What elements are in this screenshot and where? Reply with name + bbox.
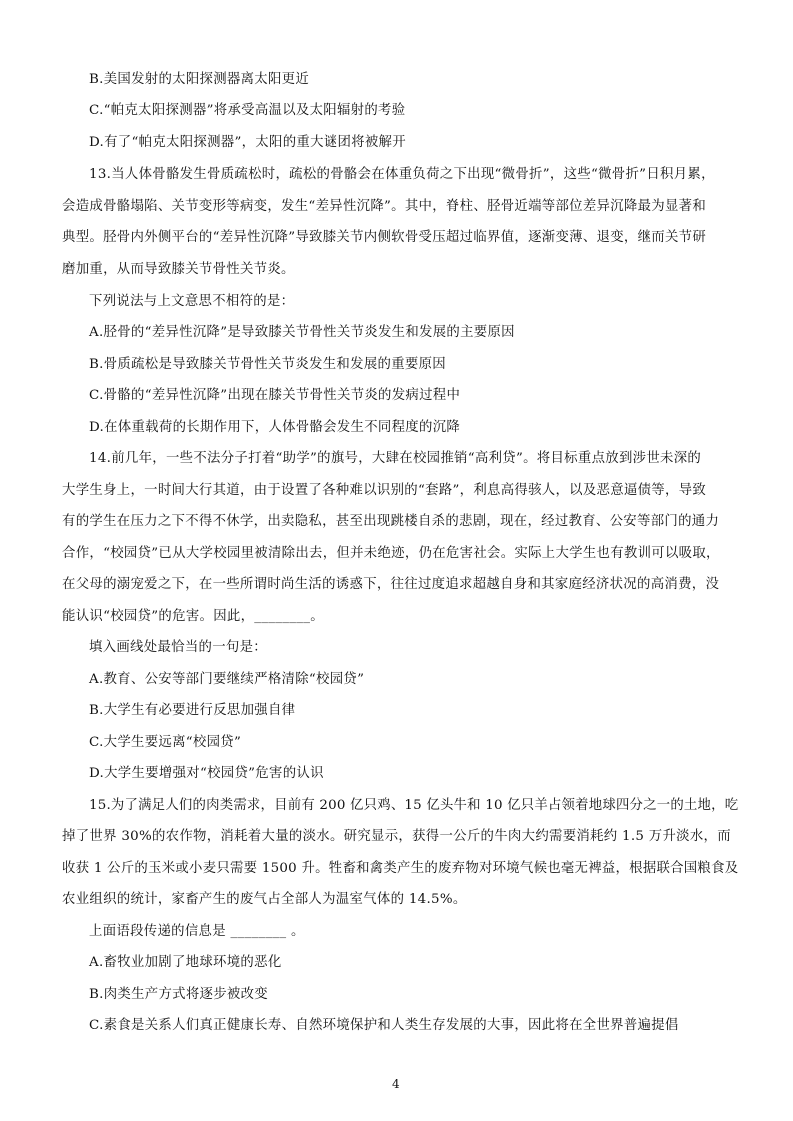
q13-text-line-3: 典型。胫骨内外侧平台的“差异性沉降”导致膝关节内侧软骨受压超过临界值，逐渐变薄、退变，继而关节研 [62, 230, 707, 245]
page-number: 4 [392, 1077, 400, 1091]
q13-text-line-1: 13.当人体骨骼发生骨质疏松时，疏松的骨骼会在体重负荷之下出现“微骨折”，这些“微骨折”日积月累， [89, 167, 715, 182]
q15-text-line-1: 15.为了满足人们的肉类需求，目前有 200 亿只鸡、15 亿头牛和 10 亿只羊占领着地球四分之一的土地，吃 [89, 798, 739, 813]
q15-option-a: A.畜牧业加剧了地球环境的恶化 [89, 955, 282, 970]
q13-prompt: 下列说法与上文意思不相符的是： [89, 294, 295, 309]
q15-text-line-2: 掉了世界 30%的农作物，消耗着大量的淡水。研究显示，获得一公斤的牛肉大约需要消耗约 1.5 万升淡水，而 [62, 829, 731, 844]
q12-option-d: D.有了“帕克太阳探测器”，太阳的重大谜团将被解开 [89, 135, 406, 150]
q15-prompt: 上面语段传递的信息是 ________ 。 [89, 924, 305, 939]
q13-text-line-4: 磨加重，从而导致膝关节骨性关节炎。 [62, 262, 295, 277]
q14-option-b: B.大学生有必要进行反思加强自律 [89, 703, 296, 718]
q15-text-line-3: 收获 1 公斤的玉米或小麦只需要 1500 升。牲畜和禽类产生的废弃物对环境气候也毫无裨益，根据联合国粮食及 [62, 861, 739, 876]
q13-option-c: C.骨骼的“差异性沉降”出现在膝关节骨性关节炎的发病过程中 [89, 388, 461, 403]
q14-prompt: 填入画线处最恰当的一句是： [89, 640, 267, 655]
q13-text-line-2: 会造成骨骼塌陷、关节变形等病变，发生“差异性沉降”。其中，脊柱、胫骨近端等部位差异沉降最为显著和 [62, 199, 707, 214]
q14-text-line-4: 合作，“校园贷”已从大学校园里被清除出去，但并未绝迹，仍在危害社会。实际上大学生也有教训可以吸取， [62, 546, 720, 561]
q14-option-c: C.大学生要远离“校园贷” [89, 735, 242, 750]
q14-text-line-5: 在父母的溺宠爱之下，在一些所谓时尚生活的诱惑下，往往过度追求超越自身和其家庭经济状况的高消费，没 [62, 577, 720, 592]
q13-option-a: A.胫骨的“差异性沉降”是导致膝关节骨性关节炎发生和发展的主要原因 [89, 325, 515, 340]
q13-option-d: D.在体重载荷的长期作用下，人体骨骼会发生不同程度的沉降 [89, 420, 461, 435]
q14-text-line-3: 有的学生在压力之下不得不休学，出卖隐私，甚至出现跳楼自杀的悲剧，现在，经过教育、公安等部门的通力 [62, 514, 720, 529]
q14-option-a: A.教育、公安等部门要继续严格清除“校园贷” [89, 672, 365, 687]
q14-text-line-1: 14.前几年，一些不法分子打着“助学”的旗号，大肆在校园推销“高利贷”。将目标重点放到涉世未深的 [89, 451, 702, 466]
q14-option-d: D.大学生要增强对“校园贷”危害的认识 [89, 766, 324, 781]
q12-option-b: B.美国发射的太阳探测器离太阳更近 [89, 72, 310, 87]
q15-option-c: C.素食是关系人们真正健康长寿、自然环境保护和人类生存发展的大事，因此将在全世界普遍提倡 [89, 1018, 679, 1033]
q13-option-b: B.骨质疏松是导致膝关节骨性关节炎发生和发展的重要原因 [89, 357, 446, 372]
q14-text-line-6: 能认识“校园贷”的危害。因此，________。 [62, 609, 324, 624]
q15-text-line-4: 农业组织的统计，家畜产生的废气占全部人为温室气体的 14.5%。 [62, 892, 467, 907]
q14-text-line-2: 大学生身上，一时间大行其道，由于设置了各种难以识别的“套路”，利息高得骇人，以及恶意逼债等，导致 [62, 483, 707, 498]
q15-option-b: B.肉类生产方式将逐步被改变 [89, 987, 268, 1002]
q12-option-c: C.“帕克太阳探测器”将承受高温以及太阳辐射的考验 [89, 103, 406, 118]
